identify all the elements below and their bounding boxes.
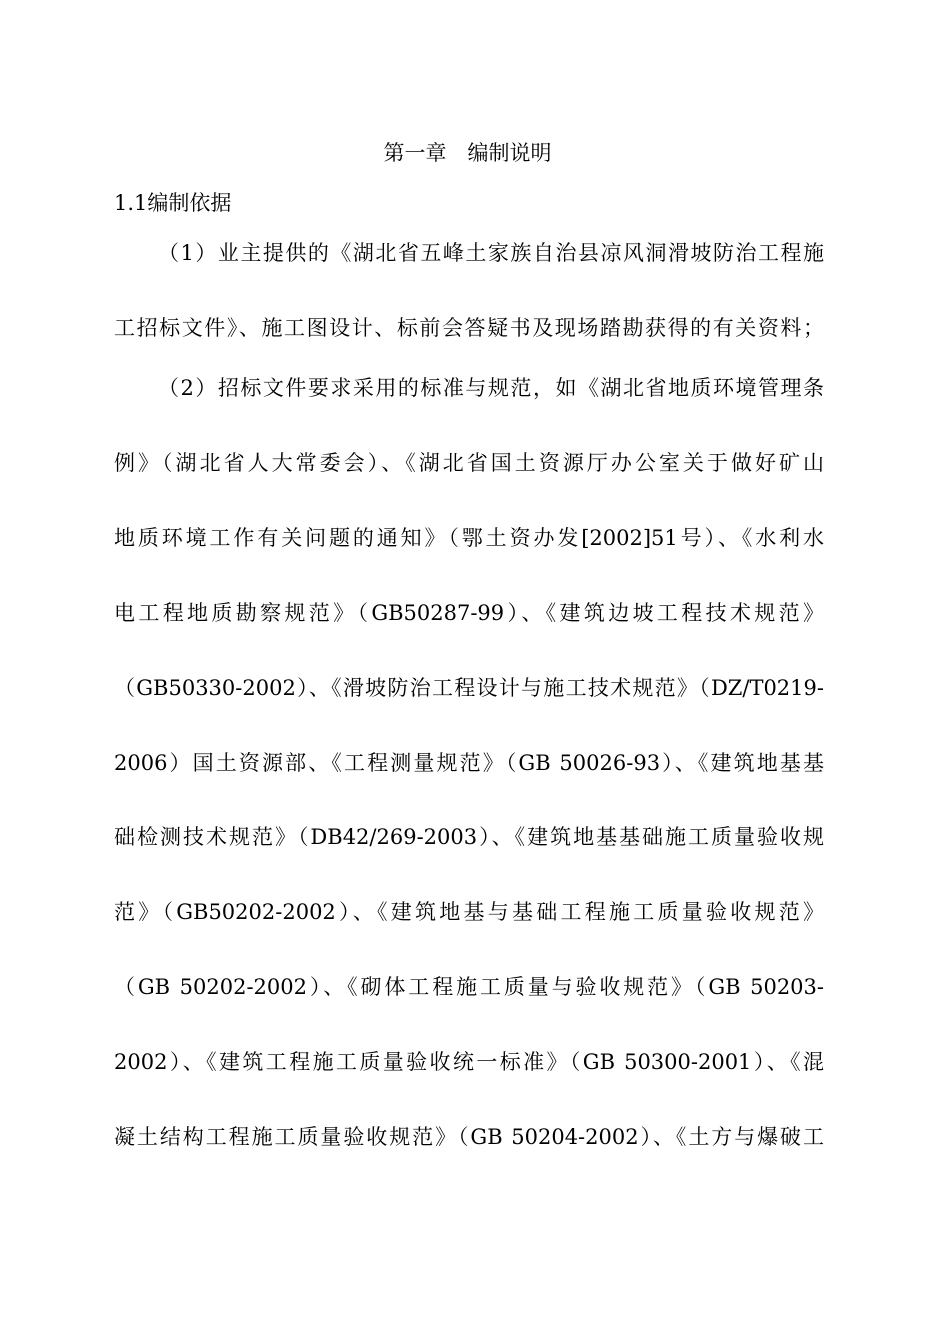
paragraph-line: （2）招标文件要求采用的标准与规范，如《湖北省地质环境管理条 [158, 376, 824, 400]
paragraph-line: 凝土结构工程施工质量验收规范》（GB 50204-2002）、《土方与爆破工 [114, 1125, 824, 1149]
paragraph-line: 2006）国土资源部、《工程测量规范》（GB 50026-93）、《建筑地基基 [114, 751, 824, 775]
paragraph-line: （1）业主提供的《湖北省五峰土家族自治县凉风洞滑坡防治工程施 [158, 241, 824, 265]
paragraph-line: 电工程地质勘察规范》（GB50287-99）、《建筑边坡工程技术规范》 [114, 601, 824, 625]
paragraph-line: 工招标文件》、施工图设计、标前会答疑书及现场踏勘获得的有关资料； [114, 316, 824, 340]
paragraph-line: （GB 50202-2002）、《砌体工程施工质量与验收规范》（GB 50203- [114, 975, 824, 999]
paragraph-line: 础检测技术规范》（DB42/269-2003）、《建筑地基基础施工质量验收规 [114, 825, 824, 849]
chapter-title: 第一章 编制说明 [383, 141, 552, 165]
section-heading: 1.1编制依据 [114, 191, 232, 215]
paragraph-line: （GB50330-2002）、《滑坡防治工程设计与施工技术规范》（DZ/T0219- [114, 676, 824, 700]
paragraph-line: 例》（湖北省人大常委会）、《湖北省国土资源厅办公室关于做好矿山 [114, 451, 824, 475]
paragraph-line: 地质环境工作有关问题的通知》（鄂土资办发[2002]51号）、《水利水 [114, 526, 824, 550]
paragraph-line: 范》（GB50202-2002）、《建筑地基与基础工程施工质量验收规范》 [114, 900, 824, 924]
paragraph-line: 2002）、《建筑工程施工质量验收统一标准》（GB 50300-2001）、《混 [114, 1050, 824, 1074]
